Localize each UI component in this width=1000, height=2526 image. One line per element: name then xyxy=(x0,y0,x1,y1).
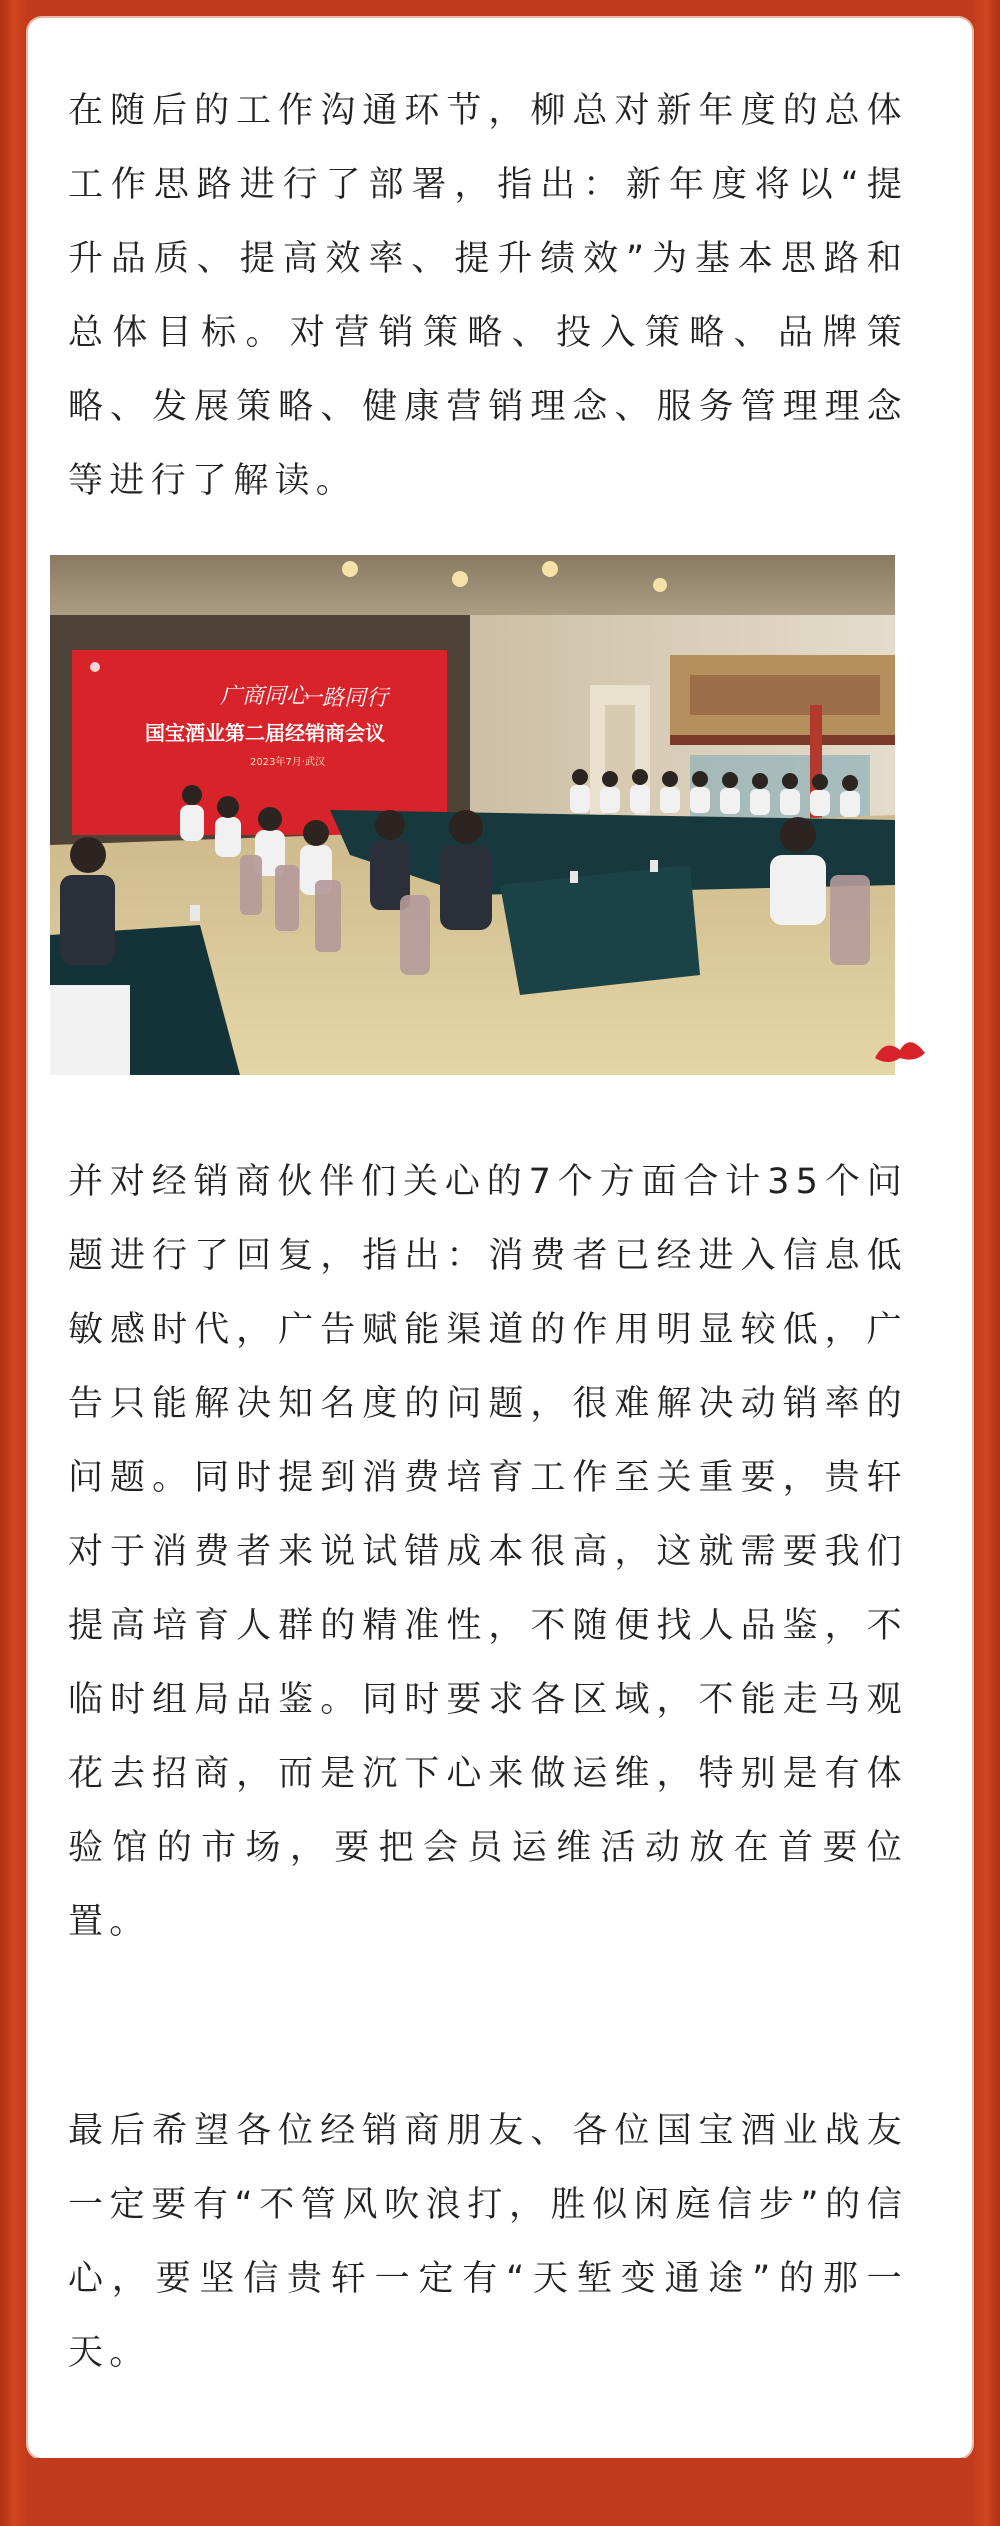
meeting-photo-illustration xyxy=(50,555,895,1075)
article-paragraph-3: 最后希望各位经销商朋友、各位国宝酒业战友一定要有“不管风吹浪打，胜似闲庭信步”的信心，要坚信贵轩一定有“天堑变通途”的那一天。 xyxy=(68,2111,908,2373)
cloud-pattern-icon xyxy=(870,1028,930,1068)
conference-table-center xyxy=(500,865,700,995)
article-paragraph-2: 并对经销商伙伴们关心的7个方面合计35个问题进行了回复，指出：消费者已经进入信息低敏感时代，广告赋能渠道的作用明显较低，广告只能解决知名度的问题，很难解决动销率的问题。同时提到消费培育工作至关重要，贵轩对于消费者来说试错成本很高，这就需要我们提高培育人群的精准性，不随便找人品鉴，不临时组局品鉴。同时要求各区域，不能走马观花去招商，而是沉下心来做运维，特别是有体验馆的市场，要把会员运维活动放在首要位置。 xyxy=(68,1162,908,1942)
banner-slogan-right: 一路同行 xyxy=(300,686,389,711)
banner-logo-icon xyxy=(90,662,100,672)
banner-date: 2023年7月·武汉 xyxy=(250,757,325,768)
bottom-border xyxy=(28,2458,972,2526)
meeting-photo xyxy=(50,555,895,1075)
banner-title: 国宝酒业第二届经销商会议 xyxy=(145,721,385,745)
article-paragraph-1: 在随后的工作沟通环节，柳总对新年度的总体工作思路进行了部署，指出：新年度将以“提升品质、提高效率、提升绩效”为基本思路和总体目标。对营销策略、投入策略、品牌策略、发展策略、健康营销理念、服务管理理念等进行了解读。 xyxy=(68,91,908,501)
banner-slogan-left: 广商同心 xyxy=(220,684,309,709)
